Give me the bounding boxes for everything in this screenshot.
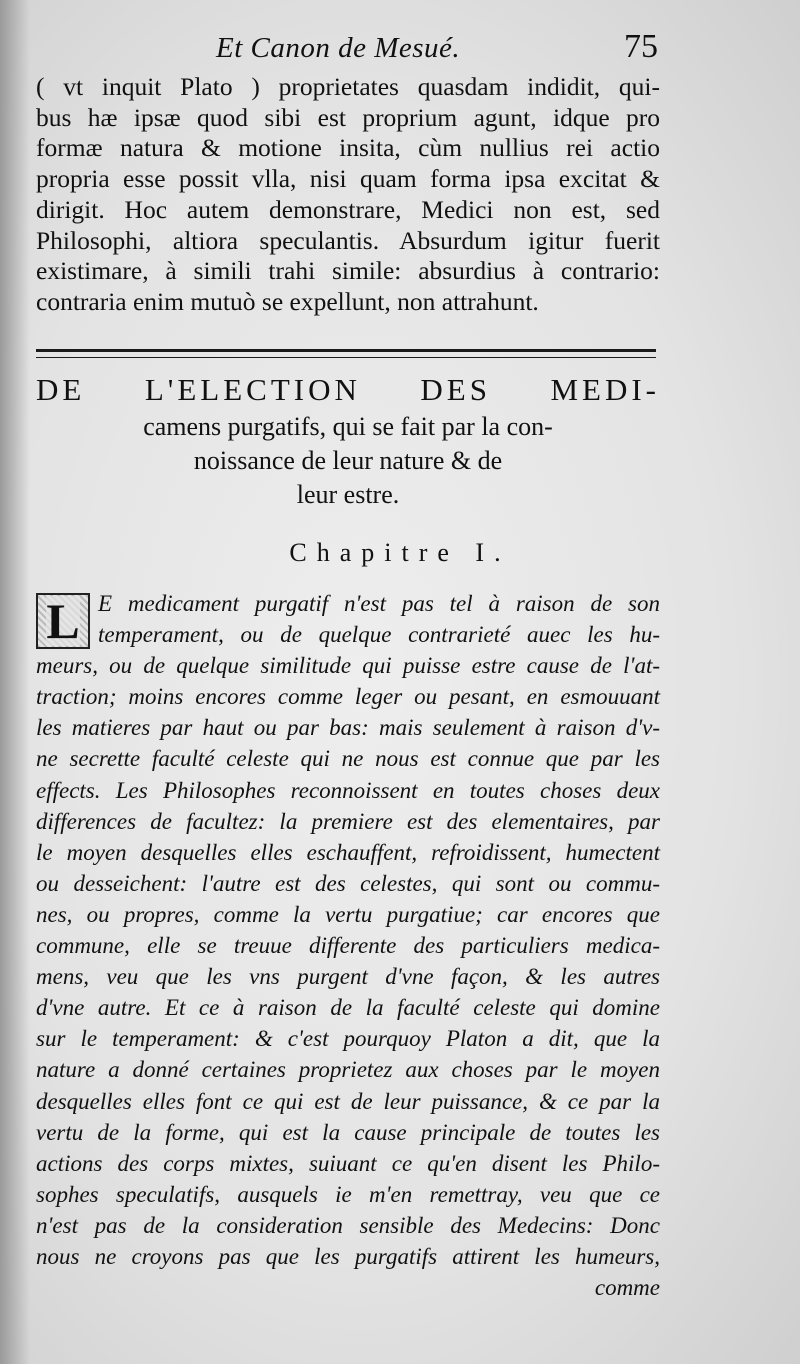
running-head: Et Canon de Mesué. <box>216 32 461 64</box>
text-line: n'est pas de la consideration sensible des Medecins: Donc <box>36 1212 660 1238</box>
heading-line: camens purgatifs, qui se fait par la con- <box>143 412 553 441</box>
text-line: commune, elle se treuue differente des particuliers medica- <box>36 933 660 959</box>
text-line: sophes speculatifs, ausquels ie m'en remettray, veu que ce <box>36 1181 660 1207</box>
text-line: les matieres par haut ou par bas: mais seulement à raison d'v- <box>36 715 660 741</box>
text-line: temperament, ou de quelque contrarieté auec les hu- <box>98 622 660 648</box>
section-rule <box>36 349 656 352</box>
text-line: effects. Les Philosophes reconnoissent en toutes choses deux <box>36 777 660 803</box>
text-line: differences de facultez: la premiere est des elementaires, par <box>36 808 660 834</box>
text-line: dirigit. Hoc autem demonstrare, Medici non est, sed <box>36 194 660 224</box>
text-line: le moyen desquelles elles eschauffent, refroidissent, humectent <box>36 839 660 865</box>
text-line: vertu de la forme, qui est la cause principale de toutes les <box>36 1119 660 1145</box>
text-line: actions des corps mixtes, suiuant ce qu'en disent les Philo- <box>36 1150 660 1176</box>
heading-line: leur estre. <box>296 480 400 509</box>
text-line: mens, veu que les vns purgent d'vne façon, & les autres <box>36 964 660 990</box>
text-line: meurs, ou de quelque similitude qui puisse estre cause de l'at- <box>36 653 660 679</box>
text-line: d'vne autre. Et ce à raison de la faculté celeste qui domine <box>36 995 660 1021</box>
section-heading <box>36 370 660 512</box>
heading-line: DE L'ELECTION DES MEDI- <box>36 372 660 407</box>
text-line: formæ natura & motione insita, cùm nullius rei actio <box>36 133 660 163</box>
page-header <box>36 28 660 72</box>
text-line: bus hæ ipsæ quod sibi est proprium agunt, idque pro <box>36 102 660 132</box>
text-line: desquelles elles font ce qui est de leur puissance, & ce par la <box>36 1088 660 1114</box>
text-line: ne secrette faculté celeste qui ne nous est connue que par les <box>36 746 660 772</box>
latin-paragraph <box>36 72 660 318</box>
gutter-shadow <box>0 0 30 1364</box>
text-line: nous ne croyons pas que les purgatifs attirent les humeurs, <box>36 1243 660 1269</box>
text-line: contraria enim mutuò se expellunt, non attrahunt. <box>36 286 539 316</box>
text-line: ( vt inquit Plato ) proprietates quasdam indidit, qui- <box>36 72 660 101</box>
page-number: 75 <box>624 28 658 65</box>
body-text <box>36 588 660 1303</box>
catchword: comme <box>594 1275 660 1301</box>
text-line: existimare, à simili trahi simile: absurdius à contrario: <box>36 256 660 286</box>
text-line: sur le temperament: & c'est pourquoy Platon a dit, que la <box>36 1026 660 1052</box>
drop-cap-letter: L <box>46 593 80 649</box>
text-line: nature a donné certaines proprietez aux choses par le moyen <box>36 1057 660 1083</box>
section-rule-thin <box>36 357 656 358</box>
text-line: ou desseichent: l'autre est des celestes, qui sont ou commu- <box>36 870 660 896</box>
text-line: Philosophi, altiora speculantis. Absurdum igitur fuerit <box>36 225 660 255</box>
heading-line: noissance de leur nature & de <box>193 446 503 475</box>
text-line: nes, ou propres, comme la vertu purgatiue; car encores que <box>36 901 660 927</box>
text-line: traction; moins encores comme leger ou pesant, en esmouuant <box>36 684 660 710</box>
text-line: E medicament purgatif n'est pas tel à raison de son <box>98 591 660 616</box>
chapter-title: Chapitre I. <box>289 538 511 567</box>
text-line: propria esse possit vlla, nisi quam forma ipsa excitat & <box>36 164 660 194</box>
